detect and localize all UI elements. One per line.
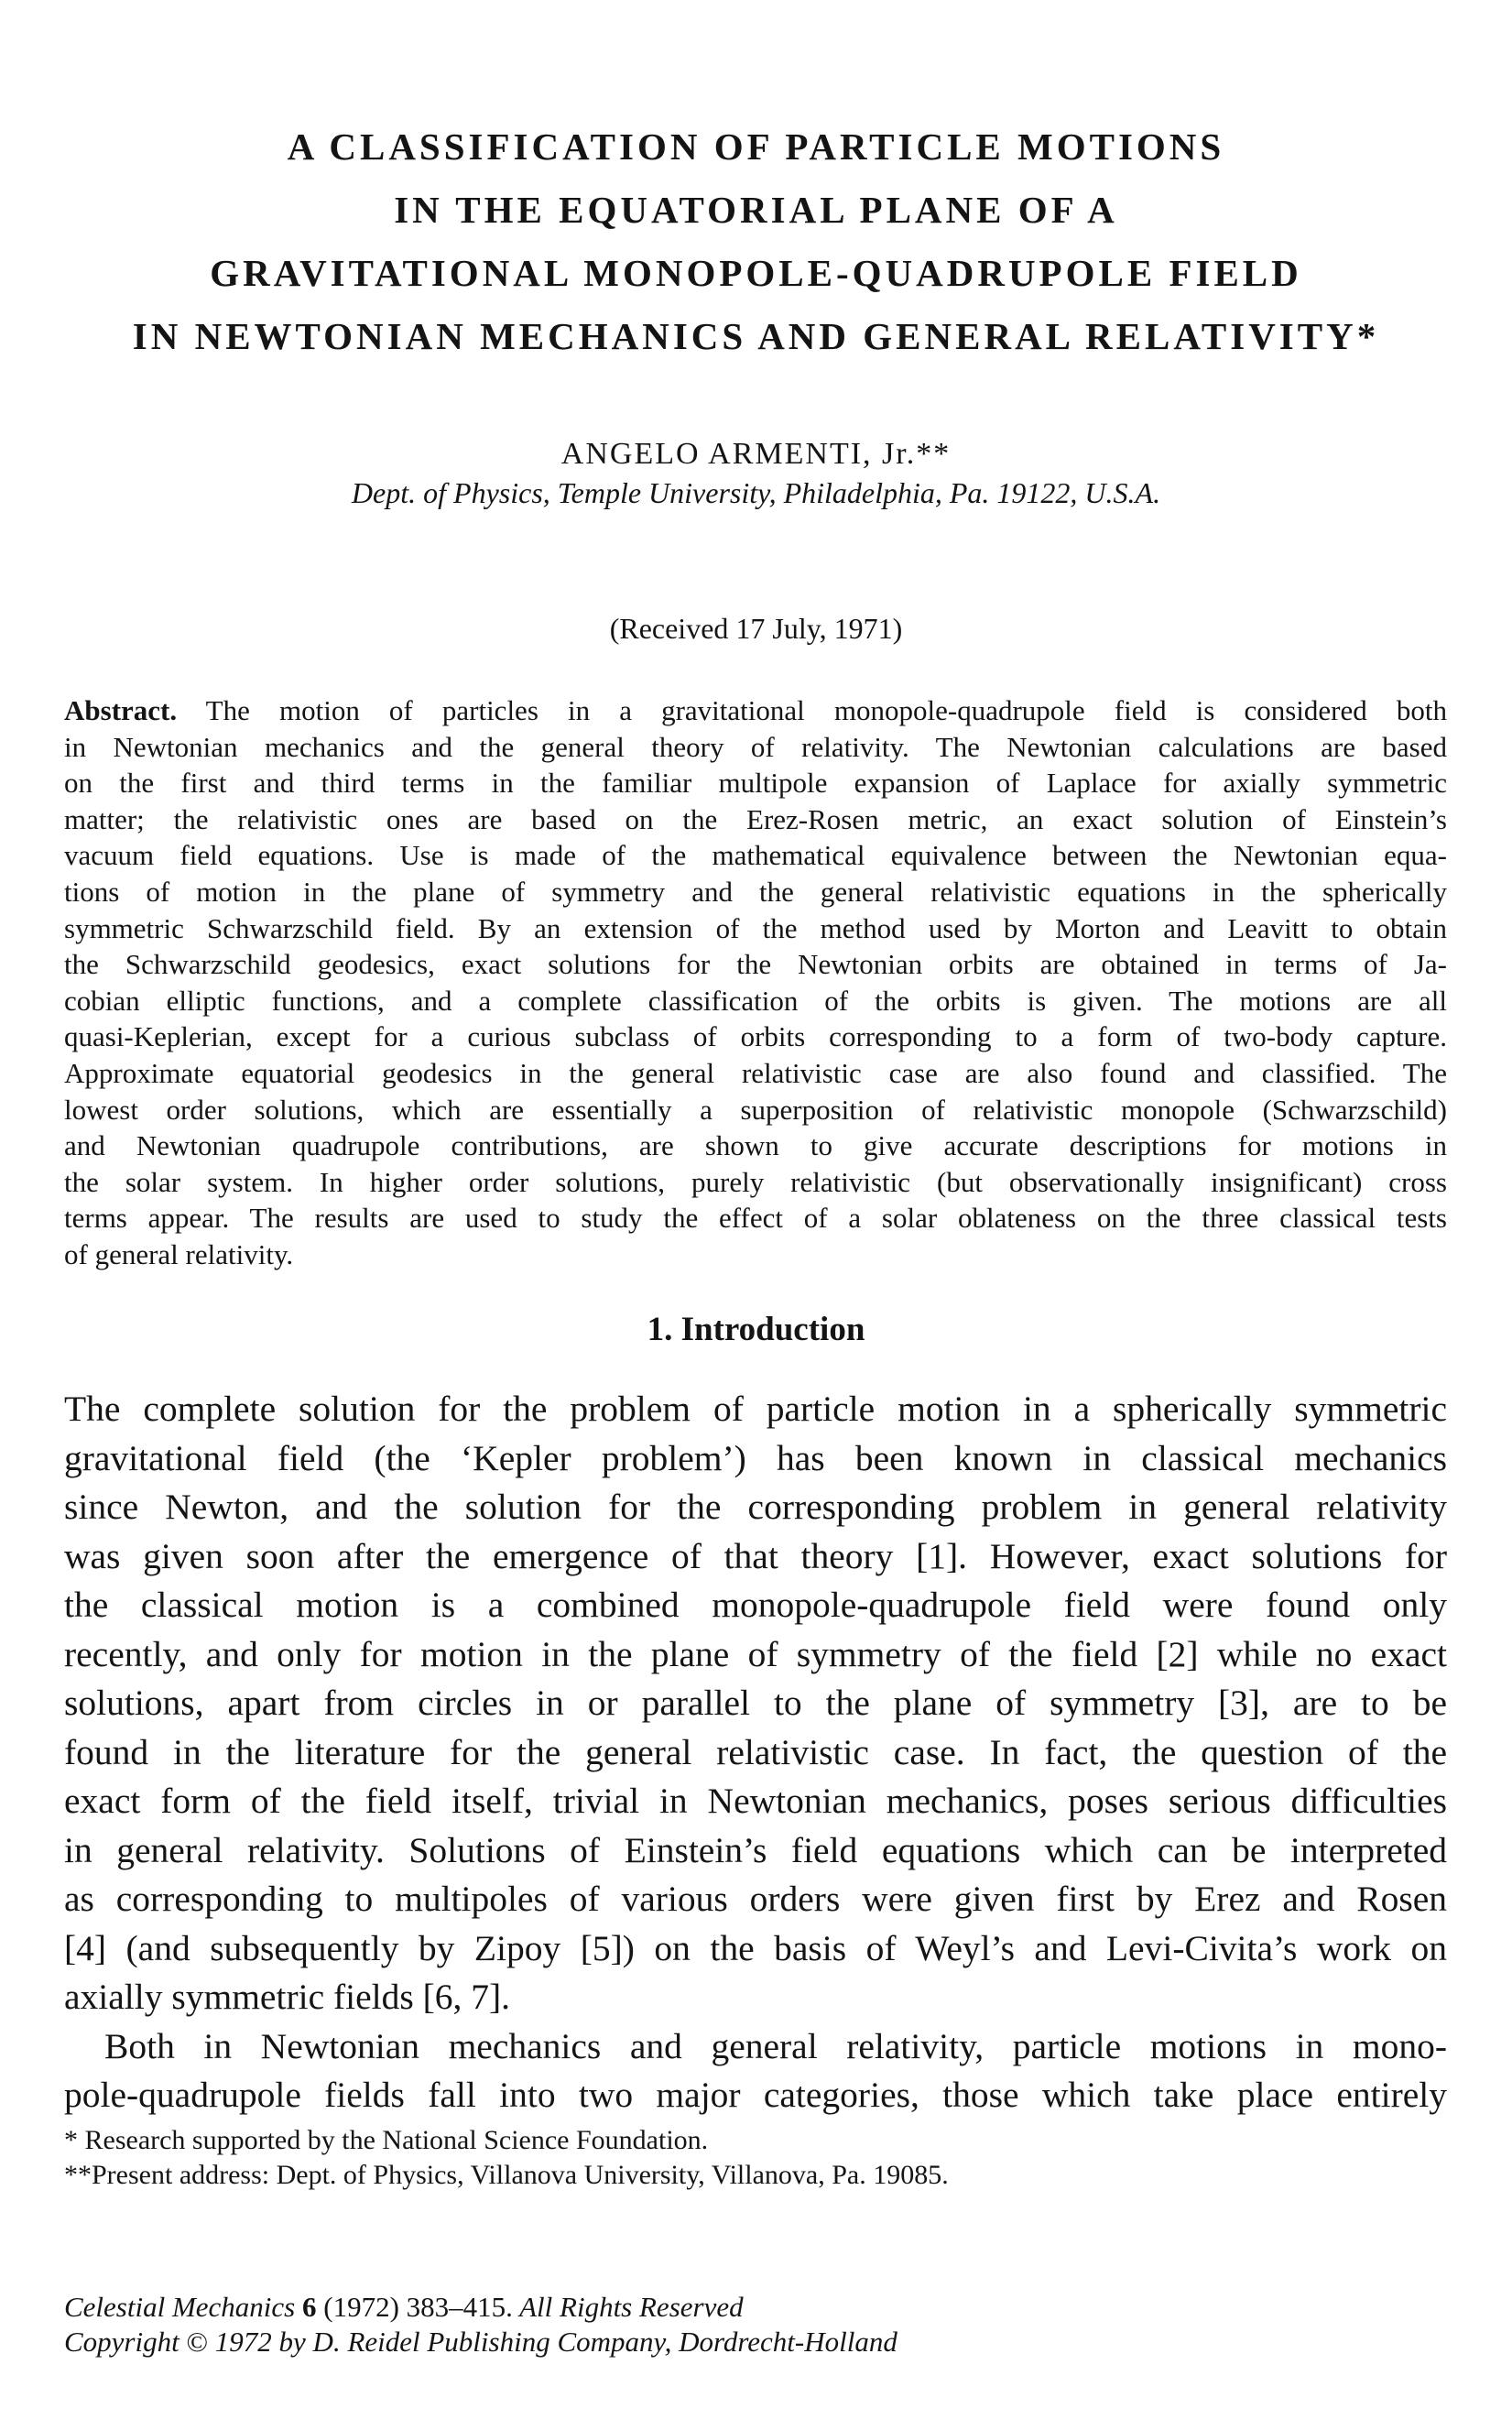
abstract-line: the Schwarzschild geodesics, exact solutions for the Newtonian orbits are obtained in terms of Ja- (64, 948, 1447, 981)
body-line: The complete solution for the problem of particle motion in a spherically symmetric (64, 1389, 1447, 1429)
body-line: in general relativity. Solutions of Einstein’s field equations which can be interpreted (64, 1829, 1447, 1870)
abstract-line: of general relativity. (64, 1237, 294, 1270)
abstract-line: in Newtonian mechanics and the general theory of relativity. The Newtonian calculations are based (64, 730, 1447, 763)
received-date: (Received 17 July, 1971) (609, 612, 903, 645)
abstract-line: tions of motion in the plane of symmetry and the general relativistic equations in the spherically (64, 875, 1447, 908)
abstract-line: Approximate equatorial geodesics in the general relativistic case are also found and classified. The (64, 1056, 1447, 1089)
paper-title (55, 115, 1457, 368)
title-line-4: IN NEWTONIAN MECHANICS AND GENERAL RELATIVITY* (132, 315, 1380, 357)
journal-name: Celestial Mechanics (64, 2291, 296, 2323)
author-name: ANGELO ARMENTI, Jr.** (560, 437, 952, 471)
body-line: was given soon after the emergence of that theory [1]. However, exact solutions for (64, 1535, 1447, 1576)
body-line: axially symmetric fields [6, 7]. (64, 1977, 511, 2017)
abstract-line: cobian elliptic functions, and a complete classification of the orbits is given. The motions are all (64, 984, 1447, 1017)
footnotes (64, 2123, 1447, 2193)
copyright-rest: 1972 by D. Reidel Publishing Company, Dordrecht-Holland (214, 2326, 897, 2358)
title-line-3: GRAVITATIONAL MONOPOLE-QUADRUPOLE FIELD (210, 252, 1302, 294)
journal-copyright (64, 2325, 1447, 2359)
body-line: gravitational field (the ‘Kepler problem’) has been known in classical mechanics (64, 1437, 1447, 1478)
body-line: found in the literature for the general relativistic case. In fact, the question of the (64, 1731, 1447, 1772)
body-line: pole-quadrupole fields fall into two major categories, those which take place entirely (64, 2075, 1447, 2115)
abstract-line: on the first and third terms in the familiar multipole expansion of Laplace for axially symmetric (64, 767, 1447, 800)
abstract-line: vacuum field equations. Use is made of the mathematical equivalence between the Newtonian equa- (64, 839, 1447, 872)
body-line: the classical motion is a combined monopole-quadrupole field were found only (64, 1585, 1447, 1625)
body-line: solutions, apart from circles in or parallel to the plane of symmetry [3], are to be (64, 1683, 1447, 1723)
footnote-present-address: **Present address: Dept. of Physics, Villanova University, Villanova, Pa. 19085. (64, 2160, 949, 2190)
abstract-line: the solar system. In higher order solutions, purely relativistic (but observationally insignificant) cross (64, 1165, 1447, 1198)
copyright-prefix: Copyright (64, 2326, 179, 2358)
author-affiliation: Dept. of Physics, Temple University, Philadelphia, Pa. 19122, U.S.A. (351, 476, 1161, 509)
copyright-symbol: © (186, 2326, 209, 2358)
body-line: Both in Newtonian mechanics and general relativity, particle motions in mono- (104, 2025, 1447, 2066)
abstract-line: and Newtonian quadrupole contributions, are shown to give accurate descriptions for motions in (64, 1129, 1447, 1162)
abstract-line (64, 692, 1447, 729)
section-heading-introduction: 1. Introduction (647, 1311, 865, 1348)
abstract-line: matter; the relativistic ones are based on the Erez-Rosen metric, an exact solution of Einstein’s (64, 802, 1447, 835)
body-line: [4] (and subsequently by Zipoy [5]) on the basis of Weyl’s and Levi-Civita’s work on (64, 1927, 1447, 1968)
abstract-line: lowest order solutions, which are essentially a superposition of relativistic monopole (Schwarzschild) (64, 1093, 1447, 1126)
journal-reference (64, 2290, 1447, 2325)
abstract-line: symmetric Schwarzschild field. By an extension of the method used by Morton and Leavitt to obtain (64, 911, 1447, 944)
body-text (64, 1385, 1447, 2120)
journal-citation (64, 2290, 1447, 2359)
body-line: as corresponding to multipoles of various orders were given first by Erez and Rosen (64, 1879, 1447, 1919)
abstract (64, 692, 1447, 1273)
abstract-line: terms appear. The results are used to study the effect of a solar oblateness on the three classical tests (64, 1202, 1447, 1235)
abstract-first-line-text: The motion of particles in a gravitational monopole-quadrupole field is considered both (177, 694, 1447, 726)
title-line-2: IN THE EQUATORIAL PLANE OF A (394, 189, 1118, 231)
body-line: exact form of the field itself, trivial in Newtonian mechanics, poses serious difficulties (64, 1781, 1447, 1821)
journal-rights: All Rights Reserved (519, 2291, 744, 2323)
title-line-1: A CLASSIFICATION OF PARTICLE MOTIONS (287, 125, 1225, 168)
body-line: recently, and only for motion in the plane of symmetry of the field [2] while no exact (64, 1633, 1447, 1674)
abstract-line: quasi-Keplerian, except for a curious subclass of orbits corresponding to a form of two-body capture. (64, 1020, 1447, 1053)
abstract-label: Abstract. (64, 694, 178, 726)
footnote-funding: * Research supported by the National Science Foundation. (64, 2125, 709, 2155)
journal-pages: (1972) 383–415. (323, 2291, 513, 2323)
body-line: since Newton, and the solution for the corresponding problem in general relativity (64, 1487, 1447, 1527)
journal-volume: 6 (302, 2291, 317, 2323)
